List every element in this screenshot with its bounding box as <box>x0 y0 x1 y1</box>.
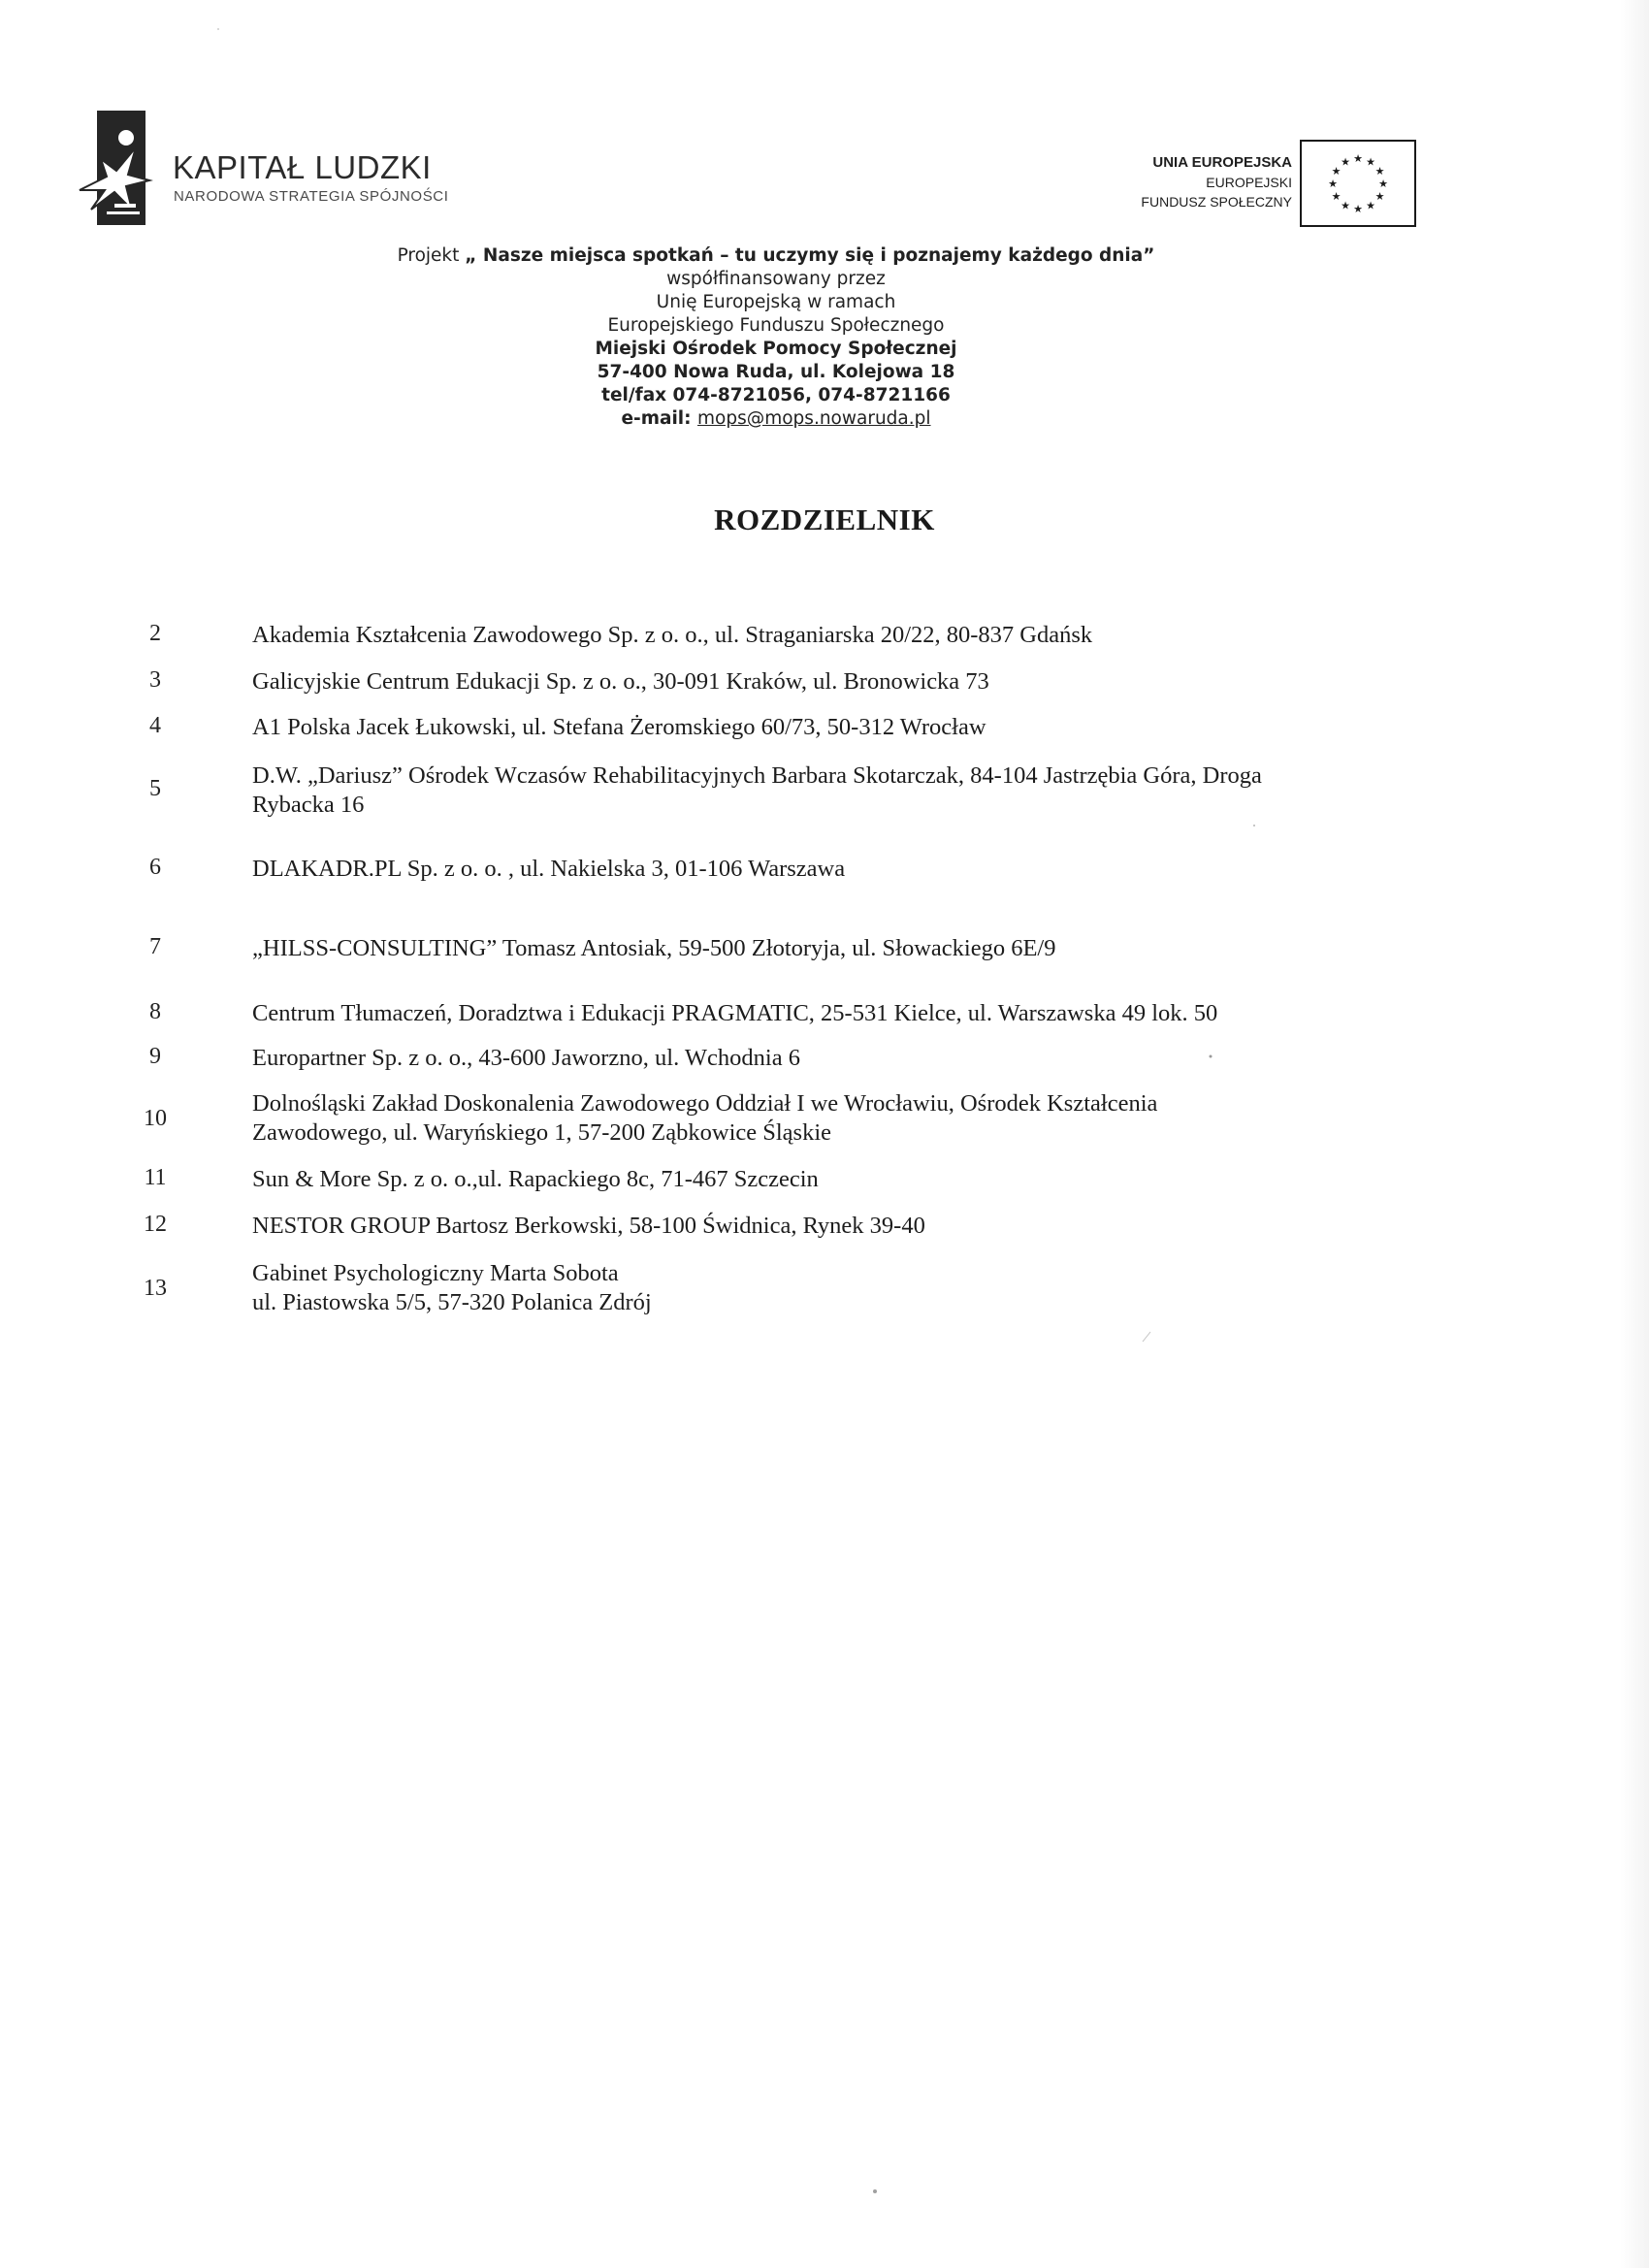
project-address: 57-400 Nowa Ruda, ul. Kolejowa 18 <box>597 362 955 382</box>
document-title: ROZDZIELNIK <box>714 502 935 536</box>
list-item-address-line: Sun & More Sp. z o. o.,ul. Rapackiego 8c, 71-467 Szczecin <box>252 1166 819 1192</box>
list-item-number: 5 <box>149 776 161 801</box>
list-item-number: 11 <box>144 1165 167 1190</box>
project-phone: tel/fax 074-8721056, 074-8721166 <box>601 385 951 405</box>
eu-logo-line1: UNIA EUROPEJSKA <box>1152 154 1292 171</box>
list-item-number: 12 <box>144 1212 167 1237</box>
eu-star-icon: ★ <box>1366 199 1375 212</box>
list-item-number: 10 <box>144 1106 167 1131</box>
list-item-number: 7 <box>149 934 161 959</box>
list-item-number: 4 <box>149 713 161 738</box>
list-item-address-line: DLAKADR.PL Sp. z o. o. , ul. Nakielska 3, 01-106 Warszawa <box>252 856 846 882</box>
project-prefix: Projekt <box>397 245 466 266</box>
project-fund-line: Europejskiego Funduszu Społecznego <box>607 315 945 336</box>
project-name: „ Nasze miejsca spotkań – tu uczymy się i poznajemy każdego dnia” <box>465 245 1155 266</box>
eu-star-icon: ★ <box>1366 155 1375 169</box>
list-item-number: 2 <box>149 621 161 646</box>
list-item-address-line: ul. Piastowska 5/5, 57-320 Polanica Zdrój <box>252 1289 652 1315</box>
list-item-address-line: Gabinet Psychologiczny Marta Sobota <box>252 1260 619 1286</box>
eu-star-icon: ★ <box>1328 178 1338 190</box>
project-email-link[interactable]: mops@mops.nowaruda.pl <box>697 408 931 429</box>
list-item-number: 3 <box>149 667 161 693</box>
list-item-address-line: Rybacka 16 <box>252 792 365 818</box>
eu-star-icon: ★ <box>1331 190 1342 203</box>
list-item-number: 9 <box>149 1044 161 1069</box>
eu-star-icon: ★ <box>1378 178 1388 190</box>
project-cofinanced-line: współfinansowany przez <box>666 269 886 289</box>
eu-star-icon: ★ <box>1353 152 1363 165</box>
eu-logo-line2: EUROPEJSKI <box>1206 175 1292 190</box>
project-eu-line: Unię Europejską w ramach <box>656 292 896 312</box>
kapital-ludzki-subtitle: NARODOWA STRATEGIA SPÓJNOŚCI <box>174 188 449 205</box>
eu-star-icon: ★ <box>1341 155 1350 169</box>
project-organization: Miejski Ośrodek Pomocy Społecznej <box>595 339 957 359</box>
list-item-address-line: Zawodowego, ul. Waryńskiego 1, 57-200 Ząbkowice Śląskie <box>252 1119 832 1146</box>
list-item-number: 6 <box>149 855 161 880</box>
list-item-address-line: D.W. „Dariusz” Ośrodek Wczasów Rehabilitacyjnych Barbara Skotarczak, 84-104 Jastrzębia Góra, Droga <box>252 762 1262 789</box>
kapital-ludzki-title: KAPITAŁ LUDZKI <box>173 149 432 185</box>
eu-logo-line3: FUNDUSZ SPOŁECZNY <box>1141 194 1292 210</box>
project-email-label: e-mail: <box>621 408 697 429</box>
eu-star-icon: ★ <box>1374 190 1385 203</box>
list-item-address-line: A1 Polska Jacek Łukowski, ul. Stefana Żeromskiego 60/73, 50-312 Wrocław <box>252 714 986 740</box>
eu-star-icon: ★ <box>1341 199 1350 212</box>
list-item-address-line: Dolnośląski Zakład Doskonalenia Zawodowego Oddział I we Wrocławiu, Ośrodek Kształcenia <box>252 1090 1158 1117</box>
list-item-address-line: Akademia Kształcenia Zawodowego Sp. z o. o., ul. Straganiarska 20/22, 80-837 Gdańsk <box>252 622 1093 648</box>
list-item-number: 8 <box>149 999 161 1024</box>
list-item-address-line: „HILSS-CONSULTING” Tomasz Antosiak, 59-500 Złotoryja, ul. Słowackiego 6E/9 <box>252 935 1056 961</box>
eu-star-icon: ★ <box>1353 203 1363 215</box>
list-item-address-line: NESTOR GROUP Bartosz Berkowski, 58-100 Świdnica, Rynek 39-40 <box>252 1213 925 1239</box>
eu-star-icon: ★ <box>1374 165 1385 178</box>
eu-star-icon: ★ <box>1331 165 1342 178</box>
list-item-address-line: Europartner Sp. z o. o., 43-600 Jaworzno, ul. Wchodnia 6 <box>252 1045 800 1071</box>
list-item-address-line: Galicyjskie Centrum Edukacji Sp. z o. o., 30-091 Kraków, ul. Bronowicka 73 <box>252 668 989 695</box>
list-item-address-line: Centrum Tłumaczeń, Doradztwa i Edukacji PRAGMATIC, 25-531 Kielce, ul. Warszawska 49 lok. 50 <box>252 1000 1218 1026</box>
list-item-number: 13 <box>144 1276 167 1301</box>
